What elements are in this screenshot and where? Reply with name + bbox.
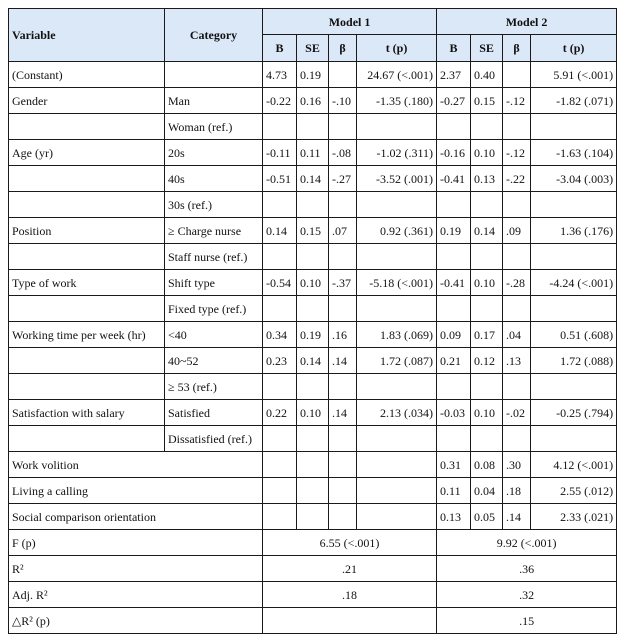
m2-b-cell: -0.27 xyxy=(437,88,471,114)
m2-b-cell xyxy=(437,244,471,270)
m2-se-cell: 0.10 xyxy=(471,140,503,166)
variable-cell: Work volition xyxy=(9,452,263,478)
m2-se-cell: 0.12 xyxy=(471,348,503,374)
m1-b-cell xyxy=(263,504,297,530)
regression-table xyxy=(8,8,617,634)
m2-beta-cell: .14 xyxy=(503,504,531,530)
header-m1-t: t (p) xyxy=(357,35,437,62)
m1-t-cell xyxy=(357,452,437,478)
m2-t-cell xyxy=(531,114,617,140)
m1-t-cell xyxy=(357,244,437,270)
header-model-1: Model 1 xyxy=(263,9,437,35)
table-row xyxy=(9,244,617,270)
m2-se-cell: 0.13 xyxy=(471,166,503,192)
table-row xyxy=(9,348,617,374)
m2-b-cell: 0.31 xyxy=(437,452,471,478)
summary-row xyxy=(9,582,617,608)
m2-b-cell: 0.19 xyxy=(437,218,471,244)
summary-row xyxy=(9,530,617,556)
m1-beta-cell xyxy=(329,192,357,218)
m1-beta-cell xyxy=(329,374,357,400)
m2-t-cell xyxy=(531,296,617,322)
m2-beta-cell: -.28 xyxy=(503,270,531,296)
table-row xyxy=(9,88,617,114)
m1-beta-cell xyxy=(329,504,357,530)
m1-b-cell xyxy=(263,426,297,452)
m2-beta-cell xyxy=(503,62,531,88)
m1-t-cell: 1.72 (.087) xyxy=(357,348,437,374)
category-cell: Shift type xyxy=(165,270,263,296)
m1-t-cell: -5.18 (<.001) xyxy=(357,270,437,296)
m1-beta-cell: -.10 xyxy=(329,88,357,114)
table-row xyxy=(9,452,617,478)
m1-se-cell: 0.11 xyxy=(297,140,329,166)
table-row xyxy=(9,400,617,426)
m2-se-cell xyxy=(471,192,503,218)
header-m2-beta: β xyxy=(503,35,531,62)
m1-b-cell: -0.22 xyxy=(263,88,297,114)
m1-se-cell xyxy=(297,114,329,140)
table-row xyxy=(9,166,617,192)
m2-beta-cell: .18 xyxy=(503,478,531,504)
variable-cell: Living a calling xyxy=(9,478,263,504)
header-variable: Variable xyxy=(9,9,165,62)
m2-se-cell: 0.14 xyxy=(471,218,503,244)
variable-cell: Satisfaction with salary xyxy=(9,400,165,426)
m2-b-cell xyxy=(437,192,471,218)
summary-label-cell: R² xyxy=(9,556,263,582)
variable-cell: Age (yr) xyxy=(9,140,165,166)
variable-cell: Working time per week (hr) xyxy=(9,322,165,348)
header-m2-b: B xyxy=(437,35,471,62)
m1-b-cell: 0.23 xyxy=(263,348,297,374)
m2-beta-cell: .09 xyxy=(503,218,531,244)
regression-table-container xyxy=(8,8,617,634)
variable-cell: Position xyxy=(9,218,165,244)
m1-se-cell xyxy=(297,296,329,322)
summary-row xyxy=(9,608,617,634)
m1-beta-cell: -.27 xyxy=(329,166,357,192)
m1-b-cell: 0.34 xyxy=(263,322,297,348)
summary-m1-cell: .18 xyxy=(263,582,437,608)
m1-beta-cell xyxy=(329,114,357,140)
m1-beta-cell: .14 xyxy=(329,348,357,374)
m2-beta-cell: .13 xyxy=(503,348,531,374)
category-cell: Woman (ref.) xyxy=(165,114,263,140)
m1-b-cell: -0.11 xyxy=(263,140,297,166)
variable-cell xyxy=(9,244,165,270)
category-cell: Man xyxy=(165,88,263,114)
summary-m2-cell: .15 xyxy=(437,608,617,634)
m2-se-cell: 0.04 xyxy=(471,478,503,504)
m1-beta-cell xyxy=(329,452,357,478)
m2-se-cell: 0.10 xyxy=(471,270,503,296)
m2-t-cell: -1.82 (.071) xyxy=(531,88,617,114)
category-cell: Dissatisfied (ref.) xyxy=(165,426,263,452)
m2-beta-cell: -.12 xyxy=(503,140,531,166)
m1-se-cell: 0.15 xyxy=(297,218,329,244)
m2-se-cell xyxy=(471,244,503,270)
m1-se-cell xyxy=(297,192,329,218)
category-cell: Satisfied xyxy=(165,400,263,426)
m2-se-cell: 0.05 xyxy=(471,504,503,530)
table-row xyxy=(9,270,617,296)
m1-beta-cell xyxy=(329,244,357,270)
category-cell: 20s xyxy=(165,140,263,166)
m1-beta-cell xyxy=(329,62,357,88)
m2-b-cell: -0.41 xyxy=(437,166,471,192)
m2-b-cell xyxy=(437,426,471,452)
table-row xyxy=(9,478,617,504)
header-row-top xyxy=(9,9,617,35)
m1-b-cell: 4.73 xyxy=(263,62,297,88)
summary-row xyxy=(9,556,617,582)
table-row xyxy=(9,192,617,218)
m1-beta-cell xyxy=(329,478,357,504)
summary-label-cell: △R² (p) xyxy=(9,608,263,634)
m1-b-cell xyxy=(263,244,297,270)
m2-beta-cell: -.22 xyxy=(503,166,531,192)
category-cell: 30s (ref.) xyxy=(165,192,263,218)
variable-cell xyxy=(9,374,165,400)
category-cell: <40 xyxy=(165,322,263,348)
m2-t-cell: -3.04 (.003) xyxy=(531,166,617,192)
m1-b-cell: 0.22 xyxy=(263,400,297,426)
m1-t-cell xyxy=(357,374,437,400)
category-cell: 40~52 xyxy=(165,348,263,374)
m1-b-cell xyxy=(263,114,297,140)
m1-beta-cell: -.08 xyxy=(329,140,357,166)
m2-t-cell xyxy=(531,426,617,452)
m2-t-cell: 0.51 (.608) xyxy=(531,322,617,348)
summary-m2-cell: 9.92 (<.001) xyxy=(437,530,617,556)
m2-b-cell: 0.21 xyxy=(437,348,471,374)
m2-b-cell: -0.16 xyxy=(437,140,471,166)
m1-t-cell: 24.67 (<.001) xyxy=(357,62,437,88)
m1-se-cell xyxy=(297,244,329,270)
m2-t-cell xyxy=(531,374,617,400)
m2-se-cell xyxy=(471,374,503,400)
summary-label-cell: F (p) xyxy=(9,530,263,556)
m2-beta-cell: .30 xyxy=(503,452,531,478)
m2-beta-cell: -.12 xyxy=(503,88,531,114)
m1-b-cell: -0.54 xyxy=(263,270,297,296)
m1-t-cell: -1.02 (.311) xyxy=(357,140,437,166)
m2-b-cell xyxy=(437,114,471,140)
m1-t-cell xyxy=(357,114,437,140)
m1-se-cell xyxy=(297,452,329,478)
m2-t-cell: 2.55 (.012) xyxy=(531,478,617,504)
m2-t-cell: 4.12 (<.001) xyxy=(531,452,617,478)
m1-se-cell: 0.14 xyxy=(297,348,329,374)
category-cell xyxy=(165,62,263,88)
m1-t-cell xyxy=(357,478,437,504)
m2-b-cell: 0.09 xyxy=(437,322,471,348)
m1-b-cell: -0.51 xyxy=(263,166,297,192)
m2-se-cell xyxy=(471,426,503,452)
m2-beta-cell xyxy=(503,114,531,140)
m2-beta-cell xyxy=(503,296,531,322)
m2-b-cell: -0.03 xyxy=(437,400,471,426)
category-cell: ≥ 53 (ref.) xyxy=(165,374,263,400)
variable-cell: Social comparison orientation xyxy=(9,504,263,530)
m2-b-cell: 0.13 xyxy=(437,504,471,530)
m2-b-cell: -0.41 xyxy=(437,270,471,296)
m2-beta-cell xyxy=(503,244,531,270)
variable-cell xyxy=(9,348,165,374)
header-m2-se: SE xyxy=(471,35,503,62)
m1-beta-cell: .14 xyxy=(329,400,357,426)
category-cell: ≥ Charge nurse xyxy=(165,218,263,244)
m1-se-cell xyxy=(297,374,329,400)
m2-t-cell: 1.72 (.088) xyxy=(531,348,617,374)
summary-m1-cell: .21 xyxy=(263,556,437,582)
category-cell: Staff nurse (ref.) xyxy=(165,244,263,270)
m1-se-cell: 0.16 xyxy=(297,88,329,114)
m1-se-cell xyxy=(297,478,329,504)
m1-b-cell xyxy=(263,452,297,478)
m1-t-cell: -3.52 (.001) xyxy=(357,166,437,192)
m1-beta-cell: .07 xyxy=(329,218,357,244)
m1-b-cell xyxy=(263,478,297,504)
table-body xyxy=(9,62,617,634)
m2-se-cell xyxy=(471,296,503,322)
table-row xyxy=(9,140,617,166)
m1-se-cell: 0.10 xyxy=(297,270,329,296)
m1-se-cell: 0.19 xyxy=(297,322,329,348)
m2-b-cell xyxy=(437,296,471,322)
table-row xyxy=(9,62,617,88)
m1-se-cell: 0.10 xyxy=(297,400,329,426)
m2-t-cell xyxy=(531,244,617,270)
variable-cell: (Constant) xyxy=(9,62,165,88)
m2-t-cell: 2.33 (.021) xyxy=(531,504,617,530)
header-m2-t: t (p) xyxy=(531,35,617,62)
m2-beta-cell xyxy=(503,192,531,218)
m1-t-cell: 0.92 (.361) xyxy=(357,218,437,244)
variable-cell xyxy=(9,114,165,140)
header-m1-b: B xyxy=(263,35,297,62)
m1-t-cell xyxy=(357,504,437,530)
m1-se-cell: 0.14 xyxy=(297,166,329,192)
m2-t-cell: 1.36 (.176) xyxy=(531,218,617,244)
m1-beta-cell xyxy=(329,426,357,452)
variable-cell xyxy=(9,166,165,192)
category-cell: 40s xyxy=(165,166,263,192)
m2-beta-cell xyxy=(503,374,531,400)
m2-t-cell: -1.63 (.104) xyxy=(531,140,617,166)
m2-se-cell: 0.15 xyxy=(471,88,503,114)
header-category: Category xyxy=(165,9,263,62)
m1-t-cell xyxy=(357,426,437,452)
m1-se-cell xyxy=(297,504,329,530)
header-m1-beta: β xyxy=(329,35,357,62)
m2-beta-cell: .04 xyxy=(503,322,531,348)
m1-beta-cell: .16 xyxy=(329,322,357,348)
m1-b-cell xyxy=(263,374,297,400)
m1-t-cell: 2.13 (.034) xyxy=(357,400,437,426)
m2-se-cell: 0.40 xyxy=(471,62,503,88)
header-model-2: Model 2 xyxy=(437,9,617,35)
variable-cell: Type of work xyxy=(9,270,165,296)
m1-b-cell xyxy=(263,192,297,218)
summary-label-cell: Adj. R² xyxy=(9,582,263,608)
m2-t-cell: -0.25 (.794) xyxy=(531,400,617,426)
variable-cell xyxy=(9,192,165,218)
m1-se-cell xyxy=(297,426,329,452)
table-row xyxy=(9,374,617,400)
m1-beta-cell: -.37 xyxy=(329,270,357,296)
summary-m1-cell: 6.55 (<.001) xyxy=(263,530,437,556)
m2-t-cell: 5.91 (<.001) xyxy=(531,62,617,88)
variable-cell: Gender xyxy=(9,88,165,114)
m2-t-cell xyxy=(531,192,617,218)
m1-beta-cell xyxy=(329,296,357,322)
summary-m2-cell: .36 xyxy=(437,556,617,582)
summary-m1-cell xyxy=(263,608,437,634)
m2-beta-cell xyxy=(503,426,531,452)
variable-cell xyxy=(9,296,165,322)
m2-beta-cell: -.02 xyxy=(503,400,531,426)
m1-b-cell: 0.14 xyxy=(263,218,297,244)
category-cell: Fixed type (ref.) xyxy=(165,296,263,322)
table-row xyxy=(9,114,617,140)
m2-t-cell: -4.24 (<.001) xyxy=(531,270,617,296)
m2-b-cell: 2.37 xyxy=(437,62,471,88)
table-row xyxy=(9,218,617,244)
m2-b-cell xyxy=(437,374,471,400)
table-row xyxy=(9,322,617,348)
m1-se-cell: 0.19 xyxy=(297,62,329,88)
header-m1-se: SE xyxy=(297,35,329,62)
table-row xyxy=(9,426,617,452)
m2-se-cell: 0.17 xyxy=(471,322,503,348)
summary-m2-cell: .32 xyxy=(437,582,617,608)
m2-b-cell: 0.11 xyxy=(437,478,471,504)
m1-t-cell xyxy=(357,296,437,322)
table-row xyxy=(9,296,617,322)
m1-b-cell xyxy=(263,296,297,322)
m2-se-cell xyxy=(471,114,503,140)
table-row xyxy=(9,504,617,530)
variable-cell xyxy=(9,426,165,452)
m2-se-cell: 0.10 xyxy=(471,400,503,426)
m1-t-cell xyxy=(357,192,437,218)
m2-se-cell: 0.08 xyxy=(471,452,503,478)
m1-t-cell: 1.83 (.069) xyxy=(357,322,437,348)
m1-t-cell: -1.35 (.180) xyxy=(357,88,437,114)
